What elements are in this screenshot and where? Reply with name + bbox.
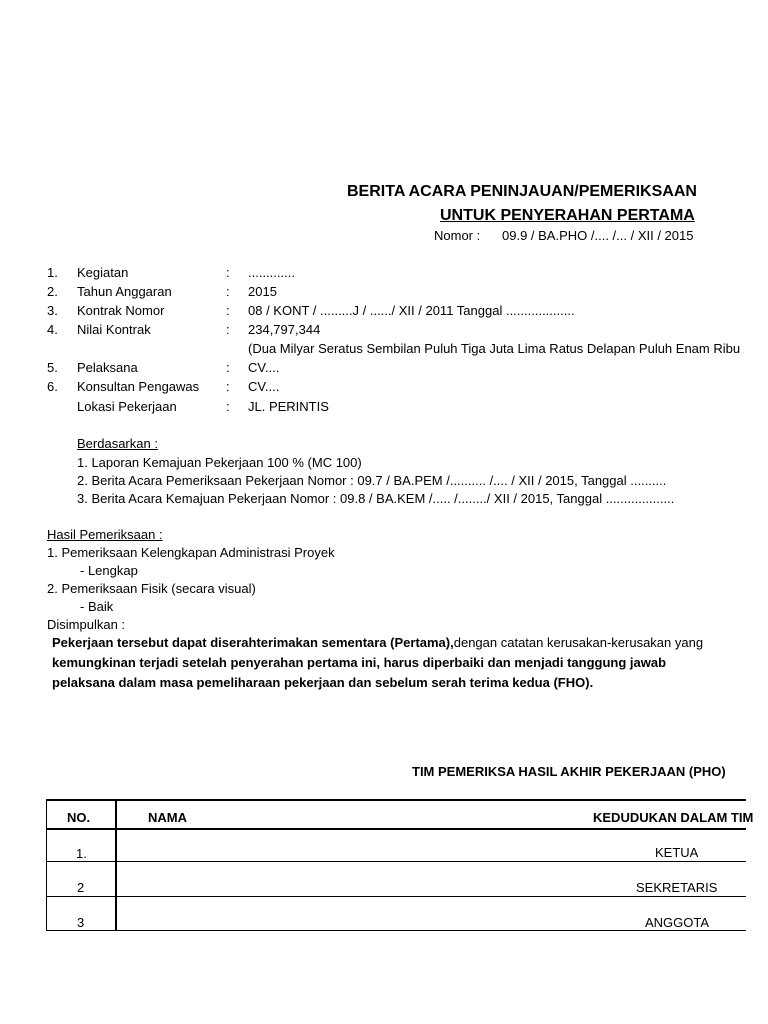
kesimpulan-line: Pekerjaan tersebut dapat diserahterimakan sementara (Pertama),dengan catatan kerusakan-kerusakan yang bbox=[52, 635, 704, 650]
col-header-no: NO. bbox=[67, 810, 91, 825]
hasil-line: 2. Pemeriksaan Fisik (secara visual) bbox=[47, 581, 256, 596]
table-header-divider bbox=[46, 828, 746, 830]
col-header-kedudukan: KEDUDUKAN DALAM TIM bbox=[593, 810, 754, 825]
nomor-value: 09.9 / BA.PHO /.... /... / XII / 2015 bbox=[502, 228, 694, 243]
document-page: BERITA ACARA PENINJAUAN/PEMERIKSAAN UNTUK PENYERAHAN PERTAMA Nomor : 09.9 / BA.PHO /.... /... / XII / 2015 1. Kegiatan : ............. 2. Tahun Anggaran : 2015 3. Kontrak Nomor : 08 / KONT / .........J / ....../ XII / 2011 Tanggal ................... 4. Nilai Kontrak : 234,797,344 (Dua Milyar Seratus Sembilan Puluh Tiga Juta Lima Ratus Delapan Puluh Enam Ribu 5. Pelaksana : CV.... 6. Konsultan Pengawas : CV.... Lokasi Pekerjaan : JL. PERINTIS Berdasarkan : 1. Laporan Kemajuan Pekerjaan 100 % (MC 100) 2. Berita Acara Pemeriksaan Pekerjaan Nomor : 09.7 / BA.PEM /.......... /.... / XII / 2015, Tanggal .......... 3. Berita Acara Kemajuan Pekerjaan Nomor : 09.8 / BA.KEM /..... /......../ XII / 2015, Tanggal ................... Hasil Pemeriksaan : 1. Pemeriksaan Kelengkapan Administrasi Proyek - Lengkap 2. Pemeriksaan Fisik (secara visual) - Baik Disimpulkan : Pekerjaan tersebut dapat diserahterimakan sementara (Pertama),dengan catatan kerusakan-kerusakan yang kemungkinan terjadi setelah penyerahan pertama ini, harus diperbaiki dan menjadi tanggung jawab pelaksana dalam masa pemeliharaan pekerjaan dan sebelum serah terima kedua (FHO). TIM PEMERIKSA HASIL AKHIR PEKERJAAN (PHO) NO. NAMA KEDUDUKAN DALAM TIM 1. KETUA 2 SEKRETARIS 3 ANGGOTA bbox=[47, 183, 754, 930]
kesimpulan-line: pelaksana dalam masa pemeliharaan pekerjaan dan sebelum serah terima kedua (FHO). bbox=[52, 675, 594, 690]
table-border-bottom bbox=[46, 930, 746, 931]
table-row-divider bbox=[46, 896, 746, 897]
berdasarkan-line: 2. Berita Acara Pemeriksaan Pekerjaan Nomor : 09.7 / BA.PEM /.......... /.... / XII / 2015, Tanggal .......... bbox=[77, 473, 667, 488]
nomor-label: Nomor : bbox=[434, 228, 481, 243]
document-subtitle: UNTUK PENYERAHAN PERTAMA bbox=[440, 207, 695, 224]
hasil-heading: Hasil Pemeriksaan : bbox=[47, 527, 163, 542]
hasil-subline: - Baik bbox=[80, 599, 114, 614]
berdasarkan-line: 3. Berita Acara Kemajuan Pekerjaan Nomor : 09.8 / BA.KEM /..... /......../ XII / 2015, Tanggal ................... bbox=[77, 491, 675, 506]
document-title: BERITA ACARA PENINJAUAN/PEMERIKSAAN bbox=[347, 183, 697, 200]
berdasarkan-line: 1. Laporan Kemajuan Pekerjaan 100 % (MC 100) bbox=[77, 455, 362, 470]
table-column-divider bbox=[115, 799, 117, 931]
table-border-top bbox=[46, 799, 746, 801]
disimpulkan-label: Disimpulkan : bbox=[47, 617, 126, 632]
berdasarkan-heading: Berdasarkan : bbox=[77, 436, 158, 451]
table-border-left bbox=[46, 799, 47, 931]
hasil-line: 1. Pemeriksaan Kelengkapan Administrasi Proyek bbox=[47, 545, 335, 560]
kesimpulan-line: kemungkinan terjadi setelah penyerahan pertama ini, harus diperbaiki dan menjadi tanggung jawab bbox=[52, 655, 667, 670]
col-header-nama: NAMA bbox=[148, 810, 187, 825]
hasil-subline: - Lengkap bbox=[80, 563, 138, 578]
table-row-divider bbox=[46, 861, 746, 862]
tim-heading: TIM PEMERIKSA HASIL AKHIR PEKERJAAN (PHO) bbox=[412, 764, 726, 779]
